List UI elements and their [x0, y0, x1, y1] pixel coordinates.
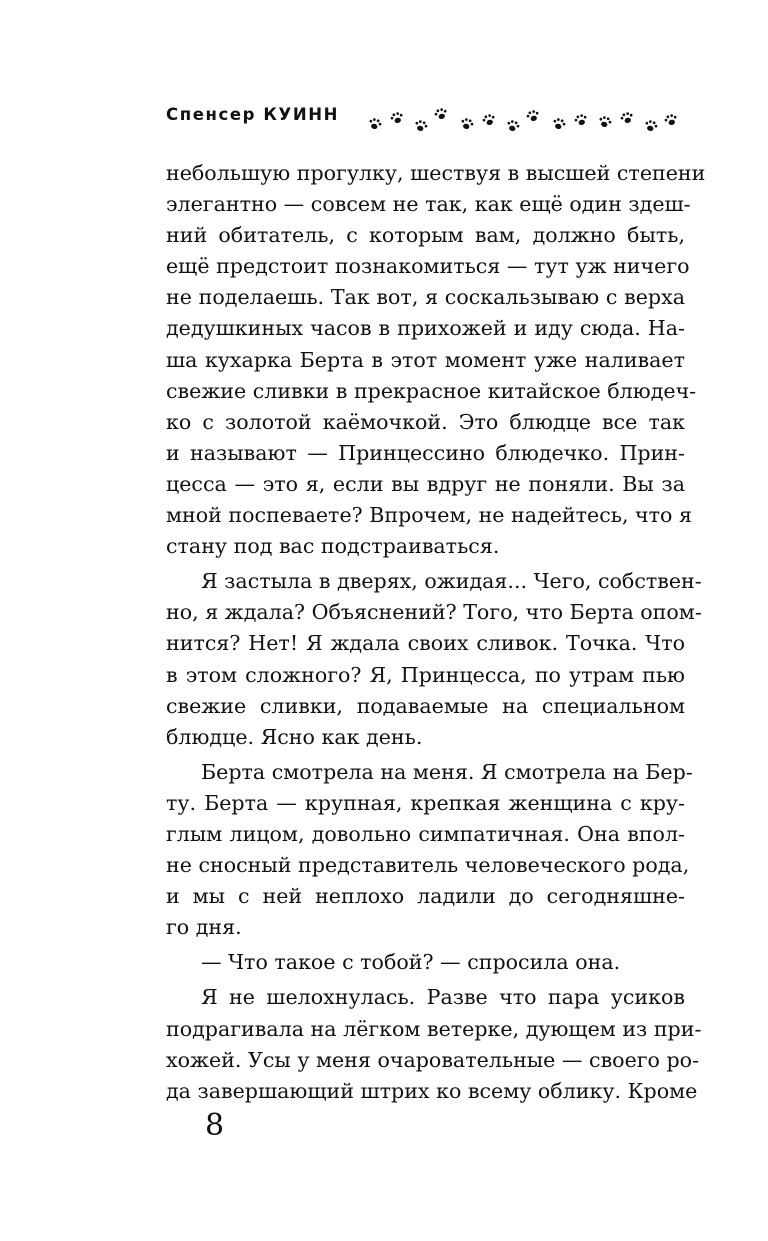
text-line: Я застыла в дверях, ожидая... Чего, собствен- [201, 569, 702, 594]
text-line: мной поспеваете? Впрочем, не надейтесь, что я [166, 503, 692, 528]
text-line: ний обитатель, с которым вам, должно быть, [166, 223, 685, 248]
paw-print-icon [662, 111, 680, 129]
paw-print-icon [524, 107, 542, 125]
text-line: ко с золотой каёмочкой. Это блюдце все так [166, 409, 685, 434]
text-line: Берта смотрела на меня. Я смотрела на Бер- [201, 759, 693, 784]
paw-print-icon [366, 115, 384, 133]
text-line: да завершающий штрих ко всему облику. Кроме [166, 1078, 698, 1103]
paragraph [166, 947, 685, 978]
text-line: и называют — Принцессино блюдечко. Прин- [166, 440, 685, 465]
paw-print-icon [504, 117, 522, 135]
paw-print-icon [596, 113, 614, 131]
text-line: стану под вас подстраиваться. [166, 534, 500, 559]
paw-print-icon [388, 109, 406, 127]
paw-print-icon [458, 115, 476, 133]
paragraph [166, 566, 702, 753]
text-line: не поделаешь. Так вот, я соскальзываю с верха [166, 285, 685, 310]
text-line: дедушкиных часов в прихожей и иду сюда. На- [166, 316, 685, 341]
text-line: и мы с ней неплохо ладили до сегодняшне- [166, 884, 685, 909]
text-line: — Что такое с тобой? — спросила она. [201, 950, 621, 975]
text-line: подрагивала на лёгком ветерке, дующем из при- [166, 1016, 702, 1041]
running-header [166, 101, 686, 135]
paw-print-icon [572, 111, 590, 129]
paw-print-icon [412, 117, 430, 135]
text-line: ша кухарка Берта в этот момент уже наливает [166, 347, 685, 372]
text-line: Я не шелохнулась. Разве что пара усиков [201, 985, 685, 1010]
text-line: в этом сложного? Я, Принцесса, по утрам пью [166, 662, 685, 687]
text-line: не сносный представитель человеческого рода, [166, 853, 690, 878]
cat-paw-prints-icon [368, 101, 686, 135]
text-line: элегантно — совсем не так, как ещё один здеш- [166, 192, 691, 217]
paw-print-icon [550, 115, 568, 133]
text-line: нится? Нет! Я ждала своих сливок. Точка. Что [166, 631, 685, 656]
text-line: ещё предстоит познакомиться — тут уж ничего [166, 254, 690, 279]
author-name: Спенсер КУИНН [166, 105, 340, 124]
paragraph [166, 757, 693, 944]
paw-print-icon [642, 117, 660, 135]
text-line: но, я ждала? Объяснений? Того, что Берта опом- [166, 600, 702, 625]
text-line: го дня. [166, 915, 242, 940]
paw-print-icon [618, 109, 636, 127]
text-line: хожей. Усы у меня очаровательные — своего ро- [166, 1047, 700, 1072]
text-line: ту. Берта — крупная, крепкая женщина с кру- [166, 790, 685, 815]
text-line: глым лицом, довольно симпатичная. Она впол- [166, 821, 685, 846]
text-line: свежие сливки в прекрасное китайское блюдеч- [166, 378, 697, 403]
text-line: свежие сливки, подаваемые на специальном [166, 693, 685, 718]
body-text [166, 158, 706, 1107]
text-line: цесса — это я, если вы вдруг не поняли. Вы за [166, 471, 685, 496]
paw-print-icon [480, 111, 498, 129]
paragraph [166, 982, 702, 1106]
text-line: блюдце. Ясно как день. [166, 724, 423, 749]
paragraph [166, 158, 706, 562]
page-number: 8 [205, 1108, 225, 1143]
text-line: небольшую прогулку, шествуя в высшей степени [166, 161, 706, 185]
paw-print-icon [432, 105, 450, 123]
